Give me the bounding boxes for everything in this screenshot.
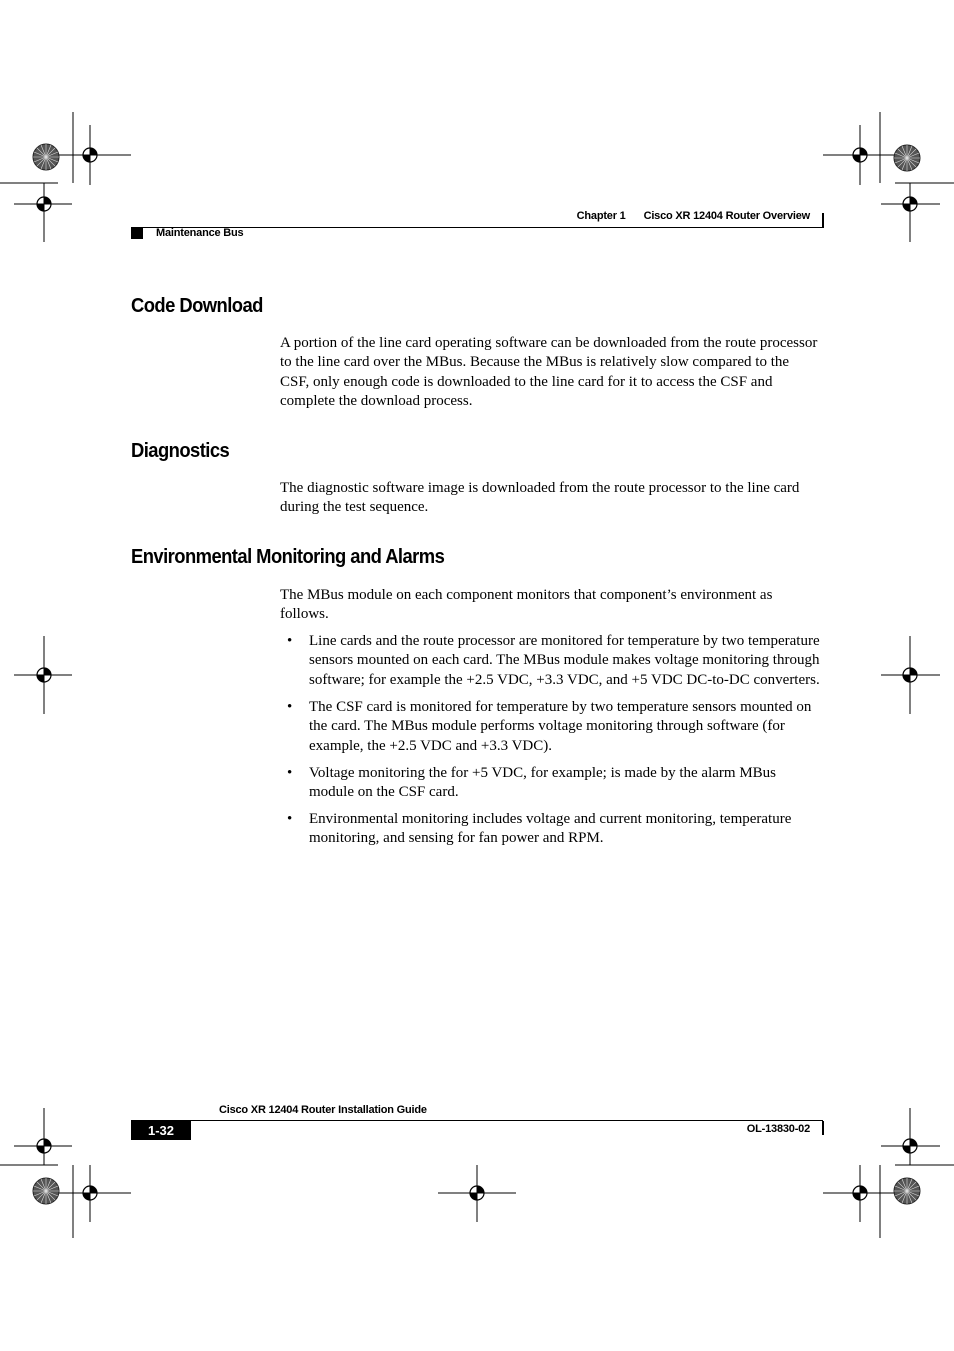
environmental-intro-paragraph: The MBus module on each component monitors that component’s environment as follows.: [280, 587, 773, 623]
list-item: [280, 698, 822, 756]
list-item: [280, 810, 822, 849]
bullet-icon: •: [287, 633, 293, 649]
footer-rule-tick: [822, 1121, 824, 1135]
bullet-text: Environmental monitoring includes voltage and current monitoring, temperature monitoring, and sensing for fan power and RPM.: [309, 811, 792, 847]
bullet-icon: •: [287, 698, 293, 715]
bullet-icon: •: [287, 811, 293, 828]
running-header-section: Maintenance Bus: [156, 227, 244, 239]
bullet-text: The CSF card is monitored for temperature by two temperature sensors mounted on the card. The MBus module performs voltage monitoring through software (for example, the +2.5 VDC and +3.3 VDC).: [309, 698, 812, 754]
document-number: OL-13830-02: [746, 1123, 810, 1135]
footer-guide-title: Cisco XR 12404 Router Installation Guide: [219, 1104, 427, 1116]
environmental-bullet-list: [280, 632, 822, 856]
bullet-text: Voltage monitoring the for +5 VDC, for example; is made by the alarm MBus module on the CSF card.: [309, 764, 776, 801]
section-heading-diagnostics: Diagnostics: [131, 440, 230, 462]
section-heading-code-download: Code Download: [131, 295, 263, 317]
code-download-paragraph: A portion of the line card operating software can be downloaded from the route processor to the line card over the MBus. Because the MBus is relatively slow compared to the CSF, only enough code is downloaded to the line card for it to access the CSF and complete the download process.: [280, 335, 818, 410]
header-section-marker: [131, 228, 143, 239]
bullet-icon: •: [287, 764, 293, 781]
bullet-text: Line cards and the route processor are monitored for temperature by two temperature sensors mounted on each card. The MBus module makes voltage monitoring through software; for example the +2.5 VDC, +3.3 VDC, and +5 VDC DC-to-DC converters.: [309, 633, 820, 688]
section-heading-environmental-monitoring: Environmental Monitoring and Alarms: [131, 546, 445, 568]
footer-rule: [131, 1120, 823, 1121]
list-item: [280, 764, 822, 803]
chapter-title: Cisco XR 12404 Router Overview: [643, 210, 810, 222]
chapter-label: Chapter 1: [576, 210, 626, 222]
running-header-chapter: [577, 210, 810, 222]
list-item: [280, 632, 822, 690]
page-number: 1-32: [131, 1121, 191, 1140]
diagnostics-paragraph: The diagnostic software image is downloaded from the route processor to the line card during the test sequence.: [280, 480, 800, 516]
header-rule-tick: [822, 213, 824, 228]
